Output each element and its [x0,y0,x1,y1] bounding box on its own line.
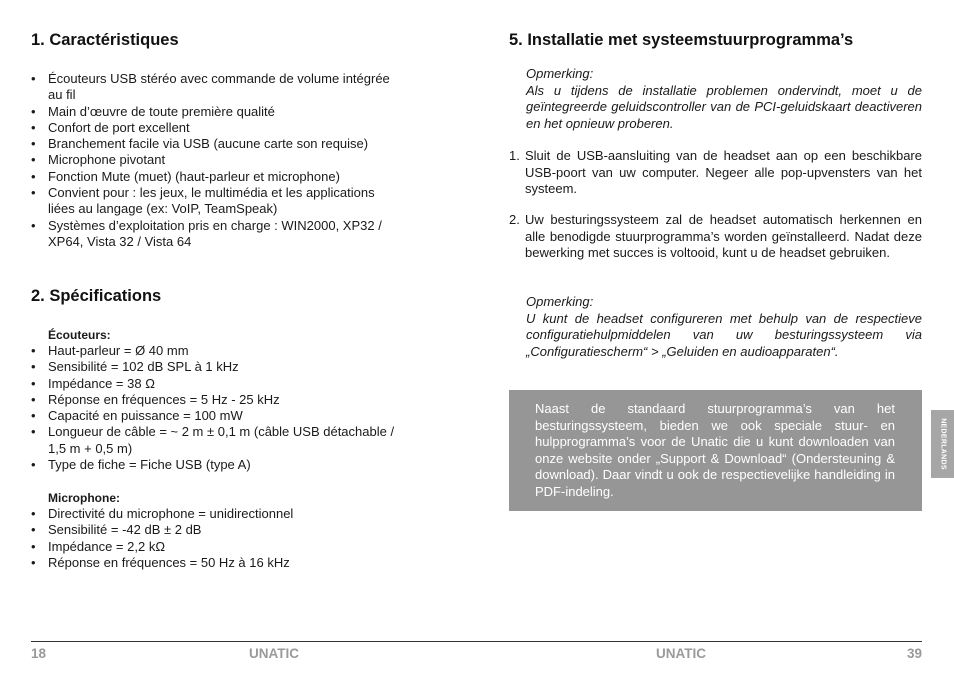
list-item-line: Systèmes d’exploitation pris en charge : WIN2000, XP32 / [48,217,382,233]
left-footer-brand: UNATIC [249,646,299,661]
list-item [31,185,431,218]
list-item [31,392,431,408]
list-item [31,359,431,375]
bullet-icon: • [31,119,36,135]
microphone-label: Microphone: [48,491,120,505]
list-item [31,376,431,392]
list-item-line: Longueur de câble = ~ 2 m ± 0,1 m (câble USB détachable / [48,424,395,440]
list-item-line: liées au langage (ex: VoIP, TeamSpeak) [48,201,278,217]
bullet-icon: • [31,391,36,407]
list-item-line: Sensibilité = 102 dB SPL à 1 kHz [48,359,239,375]
bullet-icon: • [31,168,36,184]
list-item-line: Fonction Mute (muet) (haut-parleur et microphone) [48,168,340,184]
bullet-icon: • [31,506,36,521]
list-item-line: au fil [48,87,76,103]
list-item [31,343,431,359]
list-item-line: Réponse en fréquences = 5 Hz - 25 kHz [48,391,280,407]
language-side-tab [931,410,954,478]
list-item [31,104,431,120]
headphones-label: Écouteurs: [48,328,111,342]
list-item-line: XP64, Vista 32 / Vista 64 [48,233,192,249]
bullet-icon: • [31,185,36,201]
list-item [31,424,431,457]
list-item [31,506,431,522]
step-2-text: Uw besturingssysteem zal de headset automatisch herkennen en alle benodigde stuurprogramma’s worden geïnstalleerd. Nadat deze bewerking met succes is voltooid, kunt u de headset gebruiken. [525,212,922,260]
bullet-icon: • [31,359,36,375]
section-title-specifications: 2. Spécifications [31,287,162,305]
list-item [31,71,431,104]
list-item-line: Haut-parleur = Ø 40 mm [48,343,189,358]
footer-rule [31,641,922,642]
step-2 [509,212,922,262]
bullet-icon: • [31,71,36,86]
note-1-label: Opmerking: [526,66,594,81]
list-item-line: Convient pour : les jeux, le multimédia et les applications [48,185,375,201]
bullet-icon: • [31,522,36,538]
download-info-box [509,390,922,511]
list-item [31,152,431,168]
list-item [31,555,431,571]
list-item [31,218,431,251]
bullet-icon: • [31,554,36,570]
list-item [31,457,431,473]
list-item-line: Main d’œuvre de toute première qualité [48,103,275,119]
download-info-text: Naast de standaard stuurprogramma’s van het besturingssysteem, bieden we ook speciale stuur- en hulpprogramma’s voor de Unatic die u kunt downloaden van onze website onder „Support & Download“ (Ondersteuning & download). Daar vindt u ook de respectievelijke handleiding in PDF-indeling. [535,401,895,499]
microphone-spec-list [31,506,431,571]
list-item-line: Impédance = 38 Ω [48,375,155,391]
headphones-spec-list [31,343,431,473]
list-item-line: Capacité en puissance = 100 mW [48,408,243,424]
note-2-label: Opmerking: [526,294,594,309]
list-item-line: Type de fiche = Fiche USB (type A) [48,457,251,473]
list-item [31,539,431,555]
bullet-icon: • [31,136,36,152]
list-item-line: Réponse en fréquences = 50 Hz à 16 kHz [48,554,290,570]
bullet-icon: • [31,343,36,358]
note-1-text: Als u tijdens de installatie problemen ondervindt, moet u de geïntegreerde geluidscontroller van de PCI-geluidskaart deactiveren en het opnieuw proberen. [526,82,922,131]
list-item-line: 1,5 m + 0,5 m) [48,440,133,456]
list-item-line: Microphone pivotant [48,152,166,168]
bullet-icon: • [31,424,36,440]
note-2 [526,294,922,360]
section-title-installation: 5. Installatie met systeemstuurprogramma’s [509,31,854,49]
section-title-features: 1. Caractéristiques [31,31,179,49]
list-item-line: Confort de port excellent [48,119,190,135]
left-page-number: 18 [31,646,47,661]
list-item [31,169,431,185]
features-list [31,71,431,250]
bullet-icon: • [31,538,36,554]
bullet-icon: • [31,152,36,168]
list-item [31,120,431,136]
step-2-number: 2. [509,212,520,227]
right-footer-brand: UNATIC [656,646,706,661]
list-item-line: Directivité du microphone = unidirectionnel [48,506,294,521]
right-page-number: 39 [907,646,923,661]
note-2-text: U kunt de headset configureren met behulp van de respectieve configuratiehulpmiddelen van uw besturingssysteem via „Configuratiescherm“ > „Geluiden en audioapparaten“. [526,310,922,359]
step-1-text: Sluit de USB-aansluiting van de headset aan op een beschikbare USB-poort van uw computer. Negeer alle pop-upvensters van het systeem. [525,148,922,196]
step-1-number: 1. [509,148,520,163]
step-1 [509,148,922,198]
list-item-line: Écouteurs USB stéréo avec commande de volume intégrée [48,71,390,86]
list-item-line: Impédance = 2,2 kΩ [48,538,166,554]
bullet-icon: • [31,408,36,424]
bullet-icon: • [31,217,36,233]
bullet-icon: • [31,457,36,473]
list-item-line: Branchement facile via USB (aucune carte son requise) [48,136,369,152]
note-1 [526,66,922,132]
list-item [31,136,431,152]
list-item [31,408,431,424]
list-item-line: Sensibilité = -42 dB ± 2 dB [48,522,202,538]
language-side-tab-label: NEDERLANDS [939,418,946,470]
bullet-icon: • [31,103,36,119]
list-item [31,522,431,538]
bullet-icon: • [31,375,36,391]
